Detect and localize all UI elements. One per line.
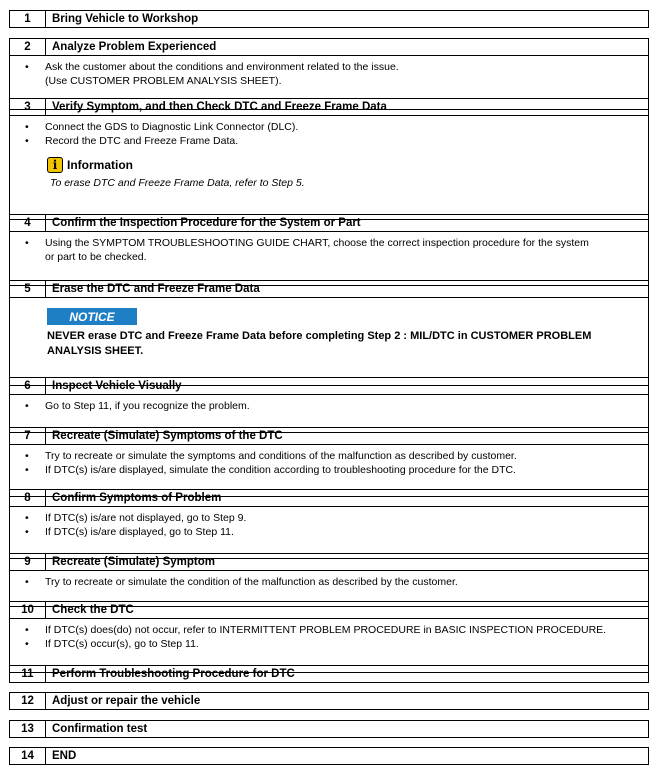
step-title: Confirm Symptoms of Problem [52,492,222,504]
bullet-continuation: or part to be checked. [45,251,147,263]
step-header [9,427,649,445]
step-body [9,116,649,220]
notice-badge: NOTICE [47,308,137,325]
step-section [9,377,649,433]
step-section [9,98,649,220]
step-number: 3 [10,99,46,115]
step-header [9,720,649,738]
step-section [9,692,649,710]
notice-text: NEVER erase DTC and Freeze Frame Data before completing Step 2 : MIL/DTC in CUSTOMER PROBLEM ANALYSIS SHEET. [47,330,592,357]
bullet-item: • If DTC(s) is/are displayed, simulate the condition according to troubleshooting procedure for the DTC. [10,463,648,477]
step-title: Check the DTC [52,604,134,616]
step-title: Confirmation test [52,723,148,735]
bullet-item: • If DTC(s) is/are displayed, go to Step 11. [10,525,648,539]
step-header [9,601,649,619]
info-icon: i [47,157,63,173]
step-title: Confirm the Inspection Procedure for the System or Part [52,217,361,229]
information-label: Information [67,158,133,172]
step-title: Recreate (Simulate) Symptom [52,556,215,568]
step-title: Erase the DTC and Freeze Frame Data [52,283,260,295]
bullet-item: • If DTC(s) does(do) not occur, refer to INTERMITTENT PROBLEM PROCEDURE in BASIC INSPECTION PROCEDURE. [10,623,648,637]
step-number: 1 [10,11,46,27]
step-header [9,98,649,116]
step-number: 12 [10,693,46,709]
step-header [9,665,649,683]
step-number: 2 [10,39,46,55]
bullet-item: • If DTC(s) occur(s), go to Step 11. [10,637,648,651]
bullet-item: • Ask the customer about the conditions and environment related to the issue. [10,60,648,74]
step-title: Analyze Problem Experienced [52,41,217,53]
step-body [9,507,649,559]
step-section [9,747,649,765]
step-title: Inspect Vehicle Visually [52,380,182,392]
step-header [9,214,649,232]
step-title: Recreate (Simulate) Symptoms of the DTC [52,430,283,442]
step-header [9,747,649,765]
step-number: 6 [10,378,46,394]
step-title: Verify Symptom, and then Check DTC and Freeze Frame Data [52,101,387,113]
step-title: Bring Vehicle to Workshop [52,13,199,25]
step-title: Adjust or repair the vehicle [52,695,201,707]
bullet-item: • Record the DTC and Freeze Frame Data. [10,134,648,148]
bullet-continuation: (Use CUSTOMER PROBLEM ANALYSIS SHEET). [45,75,282,87]
bullet-item: • If DTC(s) is/are not displayed, go to Step 9. [10,511,648,525]
information-text: To erase DTC and Freeze Frame Data, refer to Step 5. [50,177,305,189]
step-header [9,38,649,56]
step-title: Perform Troubleshooting Procedure for DTC [52,668,295,680]
step-number: 5 [10,281,46,297]
step-header [9,377,649,395]
step-number: 14 [10,748,46,764]
step-number: 11 [10,666,46,682]
bullet-item: • Go to Step 11, if you recognize the problem. [10,399,648,413]
step-section [9,665,649,683]
step-number: 9 [10,554,46,570]
step-section [9,214,649,286]
step-title: END [52,750,77,762]
step-number: 7 [10,428,46,444]
bullet-item: • Try to recreate or simulate the symptoms and conditions of the malfunction as described by customer. [10,449,648,463]
step-section [9,553,649,607]
information-heading [10,156,648,174]
step-header [9,692,649,710]
step-section [9,489,649,559]
step-number: 10 [10,602,46,618]
step-header [9,280,649,298]
bullet-item: • Try to recreate or simulate the condition of the malfunction as described by the customer. [10,575,648,589]
step-body [9,298,649,386]
step-number: 8 [10,490,46,506]
bullet-item: • Connect the GDS to Diagnostic Link Connector (DLC). [10,120,648,134]
step-section [9,601,649,673]
step-header [9,10,649,28]
step-header [9,553,649,571]
bullet-item: • Using the SYMPTOM TROUBLESHOOTING GUIDE CHART, choose the correct inspection procedure for the system [10,236,648,250]
step-number: 13 [10,721,46,737]
step-body [9,232,649,286]
step-section [9,280,649,386]
step-section [9,10,649,28]
step-section [9,427,649,497]
step-section [9,720,649,738]
step-number: 4 [10,215,46,231]
step-header [9,489,649,507]
